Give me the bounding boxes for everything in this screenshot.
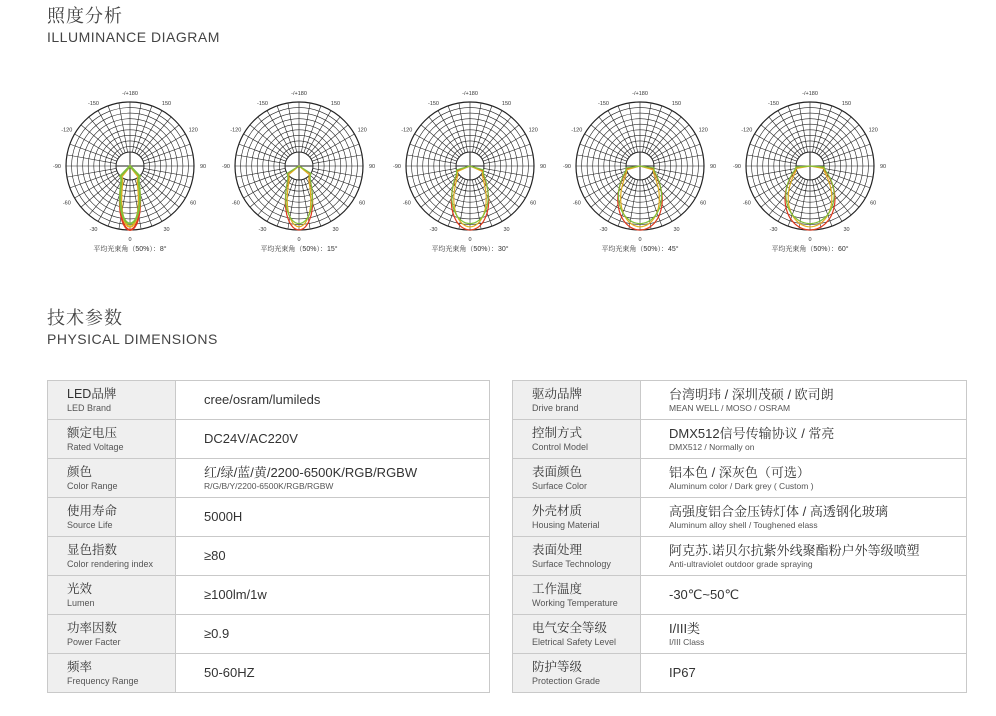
polar-spoke: [577, 168, 626, 177]
spec-value: 50-60HZ: [204, 665, 255, 680]
spec-label-en: Color Range: [67, 480, 118, 491]
angle-label: 60: [700, 200, 707, 207]
angle-label: 0: [128, 237, 132, 243]
angle-label: 90: [709, 164, 717, 170]
angle-label: -150: [427, 100, 440, 107]
spec-row: [48, 459, 490, 498]
spec-label-cn: LED品牌: [67, 386, 117, 401]
polar-spoke: [812, 103, 821, 152]
spec-value: 铝本色 / 深灰色（可选）: [669, 464, 810, 480]
angle-label: -30: [599, 227, 608, 234]
spec-label-cn: 表面颜色: [532, 464, 583, 479]
polar-spoke: [312, 144, 359, 161]
polar-spoke: [580, 144, 627, 161]
spec-value-cell: [176, 615, 490, 654]
polar-diagram: [214, 88, 384, 263]
angle-label: -90: [733, 164, 741, 170]
polar-diagram-svg: [214, 88, 384, 244]
polar-spoke: [239, 171, 286, 188]
spec-label-cn: 电气安全等级: [532, 620, 608, 635]
spec-row: [48, 576, 490, 615]
spec-value-sub: MEAN WELL / MOSO / OSRAM: [669, 402, 791, 413]
polar-diagram: [385, 88, 555, 263]
polar-diagram: [45, 88, 215, 263]
angle-label: -60: [572, 200, 581, 207]
angle-label: 90: [539, 164, 547, 170]
angle-label: 90: [879, 164, 887, 170]
spec-value: IP67: [669, 665, 696, 680]
spec-label-en: Frequency Range: [67, 675, 139, 686]
spec-value: DMX512信号传输协议 / 常亮: [669, 425, 835, 441]
spec-label-cell: [48, 498, 176, 537]
angle-label: -120: [401, 127, 413, 134]
polar-spoke: [239, 144, 286, 161]
polar-spoke: [135, 106, 152, 153]
angle-label: -120: [741, 127, 753, 134]
specs-title-cn: 技术参数: [47, 308, 123, 328]
angle-label: 0: [468, 237, 472, 243]
polar-spoke: [448, 106, 465, 153]
angle-label: 60: [190, 200, 197, 207]
angle-label: -150: [767, 100, 780, 107]
spec-value: ≥80: [204, 548, 226, 563]
polar-spoke: [407, 155, 456, 164]
spec-label-cn: 控制方式: [532, 425, 583, 440]
polar-spoke: [132, 103, 141, 152]
polar-spoke: [483, 171, 530, 188]
spec-value-cell: [641, 537, 967, 576]
polar-spoke: [407, 168, 456, 177]
spec-value: -30℃~50℃: [669, 587, 740, 602]
spec-value-sub: R/G/B/Y/2200-6500K/RGB/RGBW: [204, 480, 334, 491]
spec-row: [48, 615, 490, 654]
polar-spoke: [815, 106, 832, 153]
spec-label-cn: 表面处理: [532, 542, 583, 557]
polar-spoke: [144, 168, 193, 177]
polar-spoke: [577, 155, 626, 164]
angle-label: -30: [89, 227, 98, 234]
spec-label-cell: [513, 576, 641, 615]
polar-spoke: [824, 168, 873, 177]
polar-diagram-svg: [555, 88, 725, 244]
spec-label-cn: 功率因数: [67, 620, 118, 635]
spec-value-cell: [176, 576, 490, 615]
polar-spoke: [483, 144, 530, 161]
polar-spoke: [788, 106, 805, 153]
angle-label: 0: [297, 237, 301, 243]
spec-label-cell: [513, 537, 641, 576]
polar-spoke: [312, 171, 359, 188]
angle-label: -120: [61, 127, 73, 134]
polar-spoke: [410, 144, 457, 161]
spec-value-sub: Aluminum color / Dark grey ( Custom ): [669, 480, 814, 491]
polar-diagram-svg: [385, 88, 555, 244]
polar-diagram-svg: [725, 88, 895, 244]
polar-spoke: [70, 171, 117, 188]
spec-value-cell: [641, 654, 967, 693]
polar-spoke: [654, 168, 703, 177]
polar-spoke: [747, 155, 796, 164]
angle-label: -/+180: [291, 91, 307, 97]
angle-label: 150: [671, 100, 682, 107]
spec-label-en: Control Model: [532, 441, 589, 452]
spec-row: [513, 654, 967, 693]
spec-row: [48, 420, 490, 459]
angle-label: -150: [597, 100, 610, 107]
spec-label-cn: 光效: [67, 581, 93, 596]
angle-label: -90: [53, 164, 61, 170]
polar-spoke: [629, 103, 638, 152]
spec-label-en: Protection Grade: [532, 675, 601, 686]
polar-diagram: [555, 88, 725, 263]
beam-angle-caption: 平均光束角（50%）：15°: [260, 246, 338, 253]
angle-label: 30: [332, 227, 339, 234]
angle-label: 150: [841, 100, 852, 107]
spec-label-en: Rated Voltage: [67, 441, 124, 452]
angle-label: -/+180: [462, 91, 478, 97]
polar-spoke: [642, 103, 651, 152]
angle-label: 150: [161, 100, 172, 107]
polar-spoke: [301, 103, 310, 152]
polar-spoke: [119, 103, 128, 152]
spec-row: [48, 498, 490, 537]
spec-label-cell: [48, 576, 176, 615]
polar-spoke: [747, 168, 796, 177]
spec-value-cell: [176, 420, 490, 459]
spec-value-cell: [641, 615, 967, 654]
angle-label: -90: [563, 164, 571, 170]
polar-spoke: [472, 103, 481, 152]
spec-value-cell: [176, 654, 490, 693]
spec-value: DC24V/AC220V: [204, 431, 298, 446]
spec-label-cn: 显色指数: [67, 542, 118, 557]
spec-label-cn: 颜色: [67, 464, 93, 479]
polar-spoke: [144, 155, 193, 164]
angle-label: 120: [188, 127, 198, 134]
beam-angle-caption: 平均光束角（50%）：30°: [431, 246, 509, 253]
beam-angle-caption: 平均光束角（50%）：60°: [771, 246, 849, 253]
angle-label: -60: [742, 200, 751, 207]
spec-label-cn: 额定电压: [67, 425, 118, 440]
polar-spoke: [475, 179, 492, 226]
spec-label-cn: 外壳材质: [532, 503, 583, 518]
spec-label-cell: [513, 381, 641, 420]
angle-label: 30: [163, 227, 170, 234]
spec-label-cn: 驱动品牌: [532, 386, 583, 401]
angle-label: -/+180: [632, 91, 648, 97]
spec-row: [48, 537, 490, 576]
angle-label: -30: [769, 227, 778, 234]
spec-label-cell: [48, 654, 176, 693]
spec-row: [513, 420, 967, 459]
polar-spoke: [67, 155, 116, 164]
polar-spoke: [799, 103, 808, 152]
spec-value-cell: [641, 381, 967, 420]
angle-label: 120: [698, 127, 708, 134]
polar-spoke: [484, 155, 533, 164]
angle-label: 60: [530, 200, 537, 207]
polar-spoke: [304, 106, 321, 153]
spec-table-left: [47, 380, 490, 693]
angle-label: 150: [501, 100, 512, 107]
polar-spoke: [823, 144, 870, 161]
spec-value: 红/绿/蓝/黄/2200-6500K/RGB/RGBW: [204, 464, 418, 480]
spec-value: ≥0.9: [204, 626, 230, 641]
spec-row: [513, 615, 967, 654]
angle-label: -120: [571, 127, 583, 134]
angle-label: 60: [359, 200, 366, 207]
polar-spoke: [645, 106, 662, 153]
spec-value-cell: [641, 498, 967, 537]
angle-label: -/+180: [802, 91, 818, 97]
angle-label: -30: [429, 227, 438, 234]
angle-label: -30: [258, 227, 267, 234]
spec-label-cn: 频率: [67, 659, 93, 674]
angle-label: -90: [393, 164, 401, 170]
spec-label-en: Drive brand: [532, 402, 579, 413]
angle-label: -60: [231, 200, 240, 207]
angle-label: -90: [222, 164, 230, 170]
polar-spoke: [236, 168, 285, 177]
polar-spoke: [824, 155, 873, 164]
angle-label: 90: [199, 164, 207, 170]
spec-label-cell: [513, 654, 641, 693]
angle-label: -150: [256, 100, 269, 107]
spec-label-en: Source Life: [67, 519, 113, 530]
angle-label: 150: [330, 100, 341, 107]
spec-label-cell: [513, 615, 641, 654]
spec-value-cell: [641, 420, 967, 459]
angle-label: 0: [808, 237, 812, 243]
beam-angle-caption: 平均光束角（50%）：8°: [93, 246, 167, 253]
spec-label-en: Surface Color: [532, 480, 588, 491]
spec-value-cell: [641, 576, 967, 615]
spec-label-en: LED Brand: [67, 402, 112, 413]
spec-label-en: Lumen: [67, 597, 95, 608]
angle-label: -/+180: [122, 91, 138, 97]
angle-label: -60: [402, 200, 411, 207]
spec-row: [48, 654, 490, 693]
polar-spoke: [484, 168, 533, 177]
spec-label-cell: [48, 615, 176, 654]
spec-value: 台湾明玮 / 深圳茂硕 / 欧司朗: [669, 386, 834, 402]
spec-value: cree/osram/lumileds: [204, 392, 321, 407]
angle-label: 120: [528, 127, 538, 134]
specs-title-en: PHYSICAL DIMENSIONS: [47, 331, 218, 347]
angle-label: 120: [357, 127, 367, 134]
spec-row: [513, 498, 967, 537]
spec-label-en: Surface Technology: [532, 558, 611, 569]
spec-label-cell: [48, 459, 176, 498]
spec-label-en: Working Temperature: [532, 597, 618, 608]
polar-spoke: [143, 171, 190, 188]
polar-spoke: [618, 106, 635, 153]
polar-spoke: [459, 103, 468, 152]
angle-label: 30: [843, 227, 850, 234]
spec-row: [513, 381, 967, 420]
spec-value: 阿克苏.诺贝尔抗紫外线聚酯粉户外等级喷塑: [669, 542, 920, 558]
polar-spoke: [410, 171, 457, 188]
polar-spoke: [70, 144, 117, 161]
angle-label: 60: [870, 200, 877, 207]
spec-row: [513, 576, 967, 615]
polar-spoke: [288, 103, 297, 152]
spec-label-cn: 使用寿命: [67, 503, 118, 518]
polar-spoke: [653, 144, 700, 161]
polar-spoke: [67, 168, 116, 177]
polar-spoke: [108, 106, 125, 153]
spec-value: I/III类: [669, 620, 701, 636]
angle-label: -150: [87, 100, 100, 107]
spec-label-cell: [48, 381, 176, 420]
spec-label-cn: 工作温度: [532, 581, 583, 596]
angle-label: 90: [368, 164, 376, 170]
spec-label-en: Housing Material: [532, 519, 600, 530]
angle-label: 0: [638, 237, 642, 243]
spec-label-en: Color rendering index: [67, 558, 154, 569]
spec-table-right: [512, 380, 967, 693]
illuminance-diagrams: [0, 88, 996, 263]
polar-spoke: [448, 179, 465, 226]
illuminance-title-cn: 照度分析: [47, 6, 123, 26]
polar-spoke: [654, 155, 703, 164]
spec-row: [513, 459, 967, 498]
polar-spoke: [143, 144, 190, 161]
spec-value-sub: I/III Class: [669, 636, 705, 647]
angle-label: -120: [230, 127, 242, 134]
spec-row: [513, 537, 967, 576]
polar-spoke: [750, 144, 797, 161]
angle-label: 30: [673, 227, 680, 234]
spec-value-sub: Aluminum alloy shell / Toughened elass: [669, 519, 818, 530]
polar-spoke: [277, 106, 294, 153]
polar-spoke: [475, 106, 492, 153]
spec-value-sub: DMX512 / Normally on: [669, 441, 755, 452]
polar-spoke: [313, 168, 362, 177]
spec-row: [48, 381, 490, 420]
spec-value-cell: [176, 459, 490, 498]
spec-label-cell: [513, 459, 641, 498]
spec-value-cell: [176, 381, 490, 420]
spec-label-cell: [513, 498, 641, 537]
spec-value-cell: [641, 459, 967, 498]
spec-value-cell: [176, 498, 490, 537]
polar-diagram: [725, 88, 895, 263]
polar-spoke: [313, 155, 362, 164]
spec-label-cell: [48, 537, 176, 576]
polar-diagram-svg: [45, 88, 215, 244]
spec-label-cell: [48, 420, 176, 459]
polar-spoke: [236, 155, 285, 164]
spec-value: ≥100lm/1w: [204, 587, 267, 602]
spec-value-cell: [176, 537, 490, 576]
spec-label-en: Eletrical Safety Level: [532, 636, 617, 647]
beam-angle-caption: 平均光束角（50%）：45°: [601, 246, 679, 253]
illuminance-title-en: ILLUMINANCE DIAGRAM: [47, 29, 220, 45]
angle-label: 30: [503, 227, 510, 234]
angle-label: 120: [868, 127, 878, 134]
angle-label: -60: [62, 200, 71, 207]
spec-value: 高强度铝合金压铸灯体 / 高透钢化玻璃: [669, 503, 888, 519]
spec-label-cell: [513, 420, 641, 459]
spec-value-sub: Anti-ultraviolet outdoor grade spraying: [669, 558, 813, 569]
spec-label-en: Power Facter: [67, 636, 121, 647]
spec-label-cn: 防护等级: [532, 659, 583, 674]
spec-value: 5000H: [204, 509, 243, 524]
